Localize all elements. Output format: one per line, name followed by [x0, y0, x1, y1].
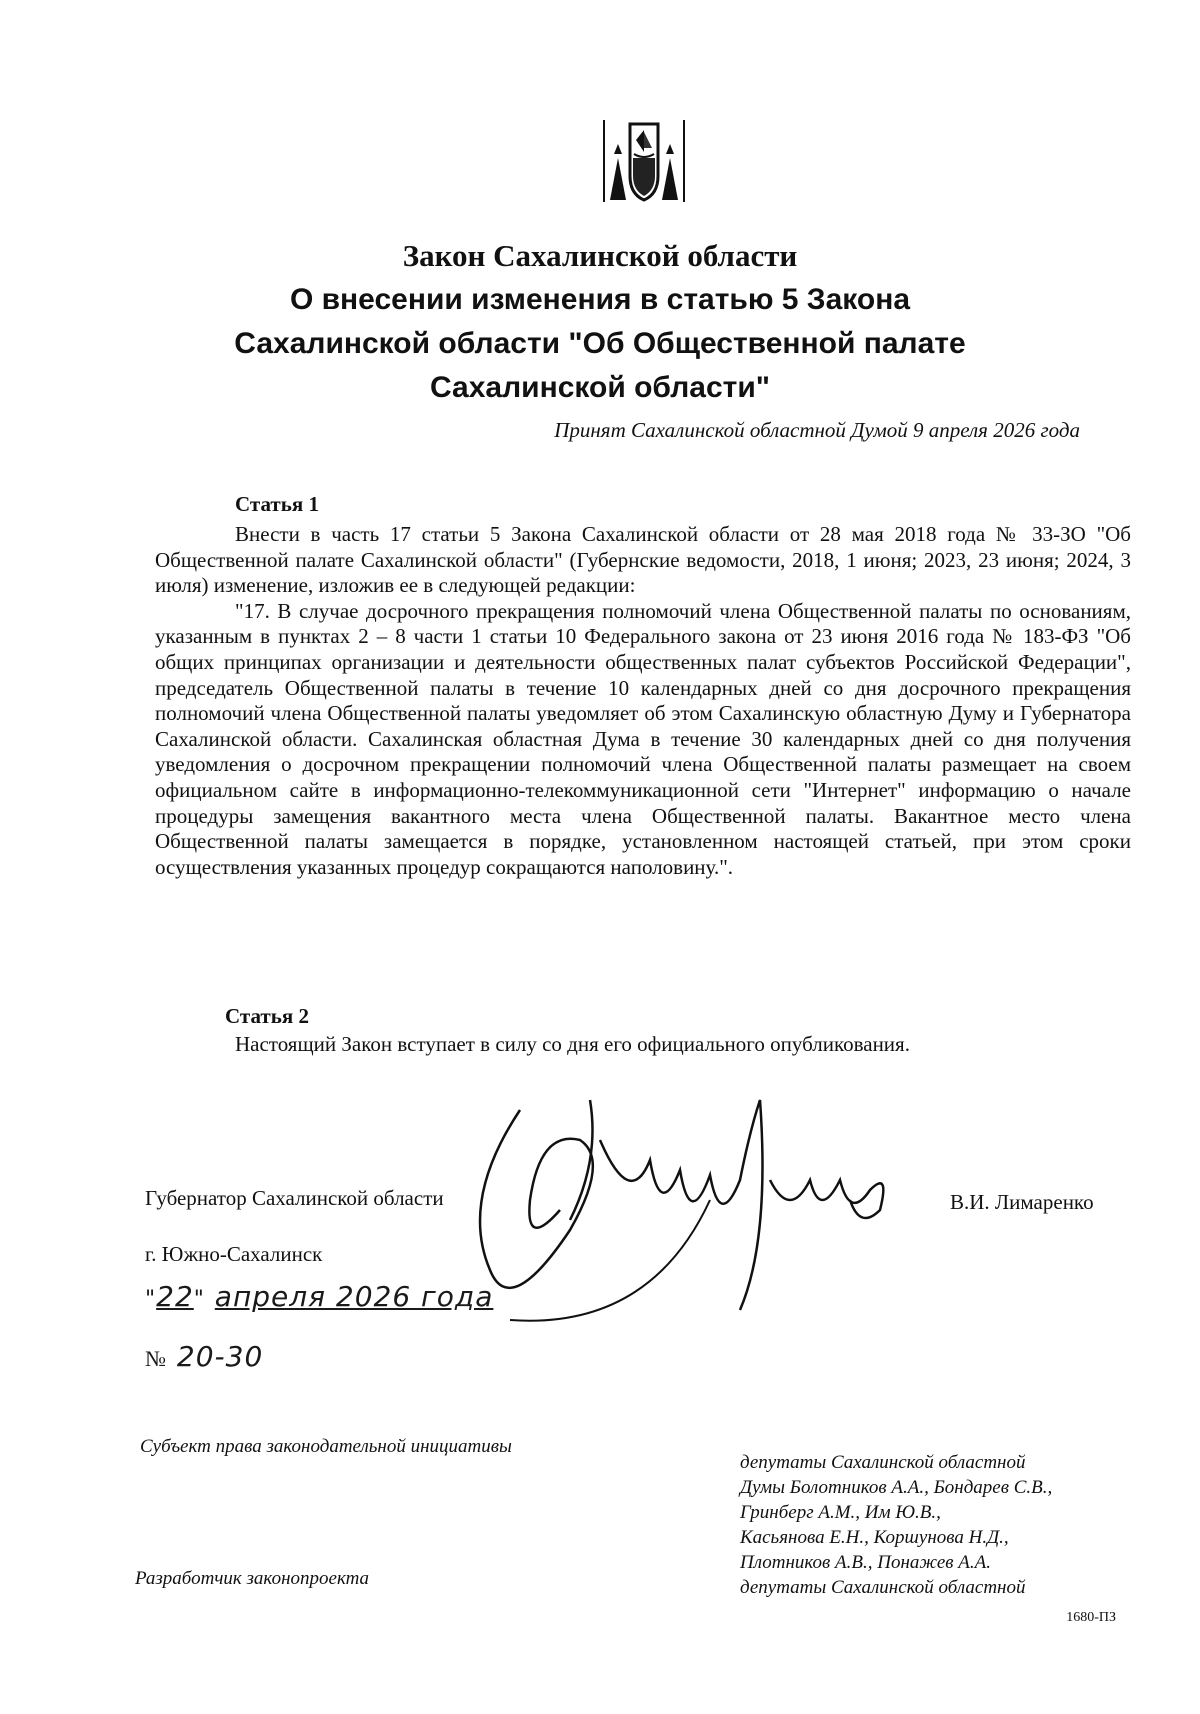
article-1-heading: Статья 1 — [235, 492, 319, 516]
title-line-3: Сахалинской области "Об Общественной палате — [234, 327, 966, 360]
signing-city: г. Южно-Сахалинск — [145, 1242, 323, 1266]
title-line-4: Сахалинской области" — [429, 371, 770, 404]
date-month-year: апреля 2026 года — [214, 1280, 494, 1313]
initiative-subject-value — [740, 1450, 1116, 1600]
governor-name: В.И. Лимаренко — [950, 1190, 1094, 1214]
subject-line-3: Гринберг А.М., Им Ю.В., — [740, 1502, 941, 1523]
title-law-name: Закон Сахалинской области — [402, 238, 798, 273]
law-number — [145, 1340, 263, 1373]
document-code: 1680-ПЗ — [1066, 1610, 1116, 1625]
date-quote-close: " — [193, 1287, 205, 1312]
subject-line-2: Думы Болотников А.А., Бондарев С.В., — [740, 1477, 1053, 1498]
date-quote-open: " — [145, 1287, 157, 1312]
title-line-2: О внесении изменения в статью 5 Закона — [289, 283, 911, 316]
document-title — [150, 234, 1050, 410]
subject-line-4: Касьянова Е.Н., Коршунова Н.Д., — [740, 1527, 1009, 1548]
article-1-paragraph-2: "17. В случае досрочного прекращения полномочий члена Общественной палаты по основаниям, указанным в пунктах 2 – 8 части 1 статьи 10 Федерального закона от 23 июня 2016 года № 183-ФЗ "Об общих принципах организации и деятельности общественных палат субъектов Российской Федерации", председатель Общественной палаты в течение 10 календарных дней со дня досрочного прекращения полномочий члена Общественной палаты уведомляет об этом Сахалинскую областную Думу и Губернатора Сахалинской области. Сахалинская областная Дума в течение 30 календарных дней со дня получения уведомления о досрочном прекращении полномочий члена Общественной палаты размещает на своем официальном сайте в информационно-телекоммуникационной сети "Интернет" информацию о начале процедуры замещения вакантного места члена Общественной палаты. Вакантное место члена Общественной палаты замещается в порядке, установленном настоящей статьей, при этом сроки осуществления указанных процедур сокращаются наполовину.". — [155, 598, 1131, 879]
adoption-note: Принят Сахалинской областной Думой 9 апреля 2026 года — [554, 418, 1080, 442]
article-1-paragraph-1: Внести в часть 17 статьи 5 Закона Сахалинской области от 28 мая 2018 года № 33-ЗО "Об Общественной палате Сахалинской области" (Губернские ведомости, 2018, 1 июня; 2023, 23 июня; 2024, 3 июля) изменение, изложив ее в следующей редакции: — [155, 522, 1131, 598]
article-2-heading: Статья 2 — [225, 1004, 309, 1028]
handwritten-signature — [450, 1080, 950, 1350]
sakhalin-coat-of-arms-icon — [600, 118, 688, 204]
number-label: № — [145, 1346, 167, 1371]
article-2-body — [155, 1032, 1131, 1058]
developer-label: Разработчик законопроекта — [135, 1568, 370, 1589]
subject-line-5: Плотников А.В., Понажев А.А. — [740, 1552, 991, 1573]
governor-title: Губернатор Сахалинской области — [145, 1186, 444, 1210]
date-day: 22 — [156, 1280, 194, 1313]
signing-date — [145, 1280, 493, 1313]
initiative-subject-label: Субъект права законодательной инициативы — [140, 1436, 512, 1457]
subject-line-1: депутаты Сахалинской областной — [740, 1452, 1026, 1473]
article-2-paragraph-1: Настоящий Закон вступает в силу со дня его официального опубликования. — [235, 1032, 910, 1056]
article-1-body — [155, 522, 1131, 880]
subject-line-6: депутаты Сахалинской областной — [740, 1577, 1026, 1598]
number-value: 20-30 — [176, 1340, 264, 1373]
